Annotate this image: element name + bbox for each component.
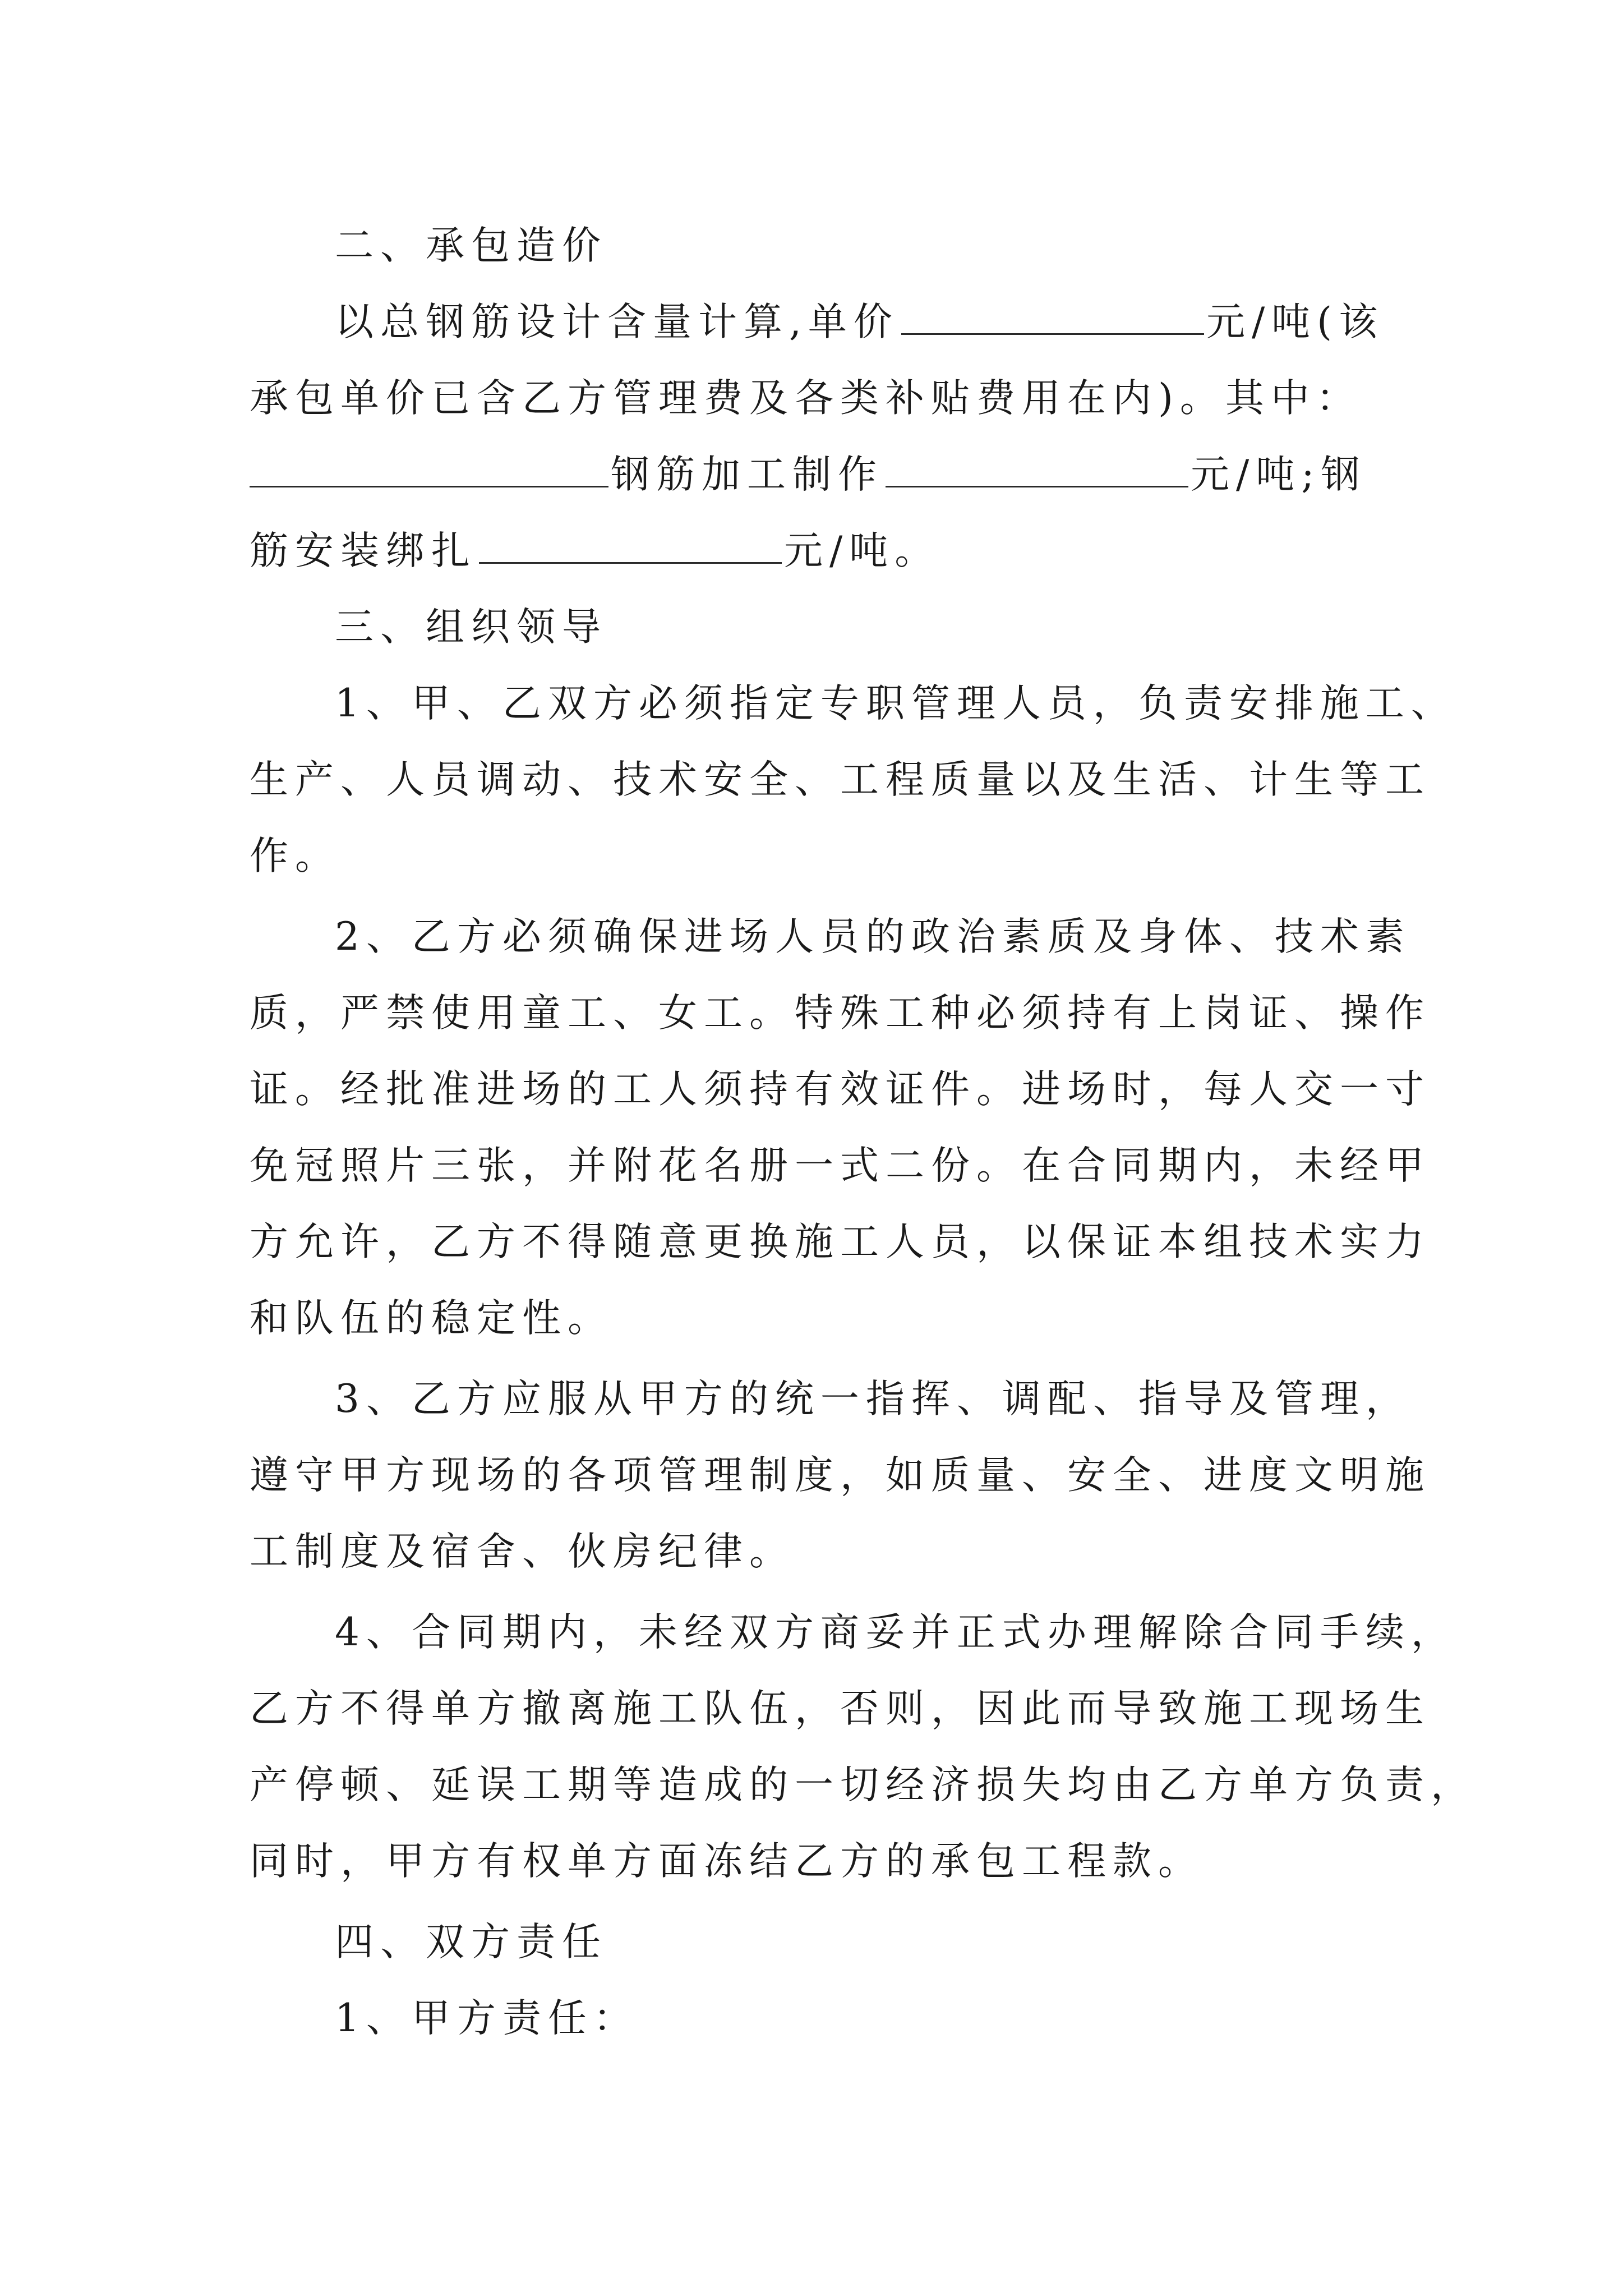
text-segment: 免冠照片三张，并附花名册一式二份。在合同期内，未经甲 bbox=[250, 1143, 1431, 1188]
blank-field[interactable] bbox=[250, 451, 608, 487]
text-segment: 遵守甲方现场的各项管理制度，如质量、安全、进度文明施 bbox=[250, 1453, 1431, 1498]
text-segment: 和队伍的稳定性。 bbox=[250, 1296, 613, 1341]
text-segment: 4、合同期内，未经双方商妥并正式办理解除合同手续， bbox=[335, 1610, 1456, 1655]
paragraph-4-line-4 bbox=[250, 1834, 1204, 1888]
price-line-3 bbox=[250, 448, 1367, 501]
paragraph-2-line-4 bbox=[250, 1139, 1431, 1193]
paragraph-2-line-2 bbox=[250, 986, 1431, 1040]
section-heading-contract-price bbox=[335, 219, 607, 273]
paragraph-2-line-3 bbox=[250, 1062, 1431, 1116]
price-line-4 bbox=[250, 524, 940, 578]
text-segment: 工制度及宿舍、伙房纪律。 bbox=[250, 1529, 795, 1574]
text-segment: 元/吨。 bbox=[784, 528, 940, 573]
unit-price-blank[interactable] bbox=[901, 298, 1204, 335]
text-segment: 乙方不得单方撤离施工队伍，否则，因此而导致施工现场生 bbox=[250, 1686, 1431, 1731]
paragraph-3-line-1 bbox=[335, 1372, 1411, 1426]
price-line-2 bbox=[250, 371, 1362, 425]
paragraph-2-line-5 bbox=[250, 1215, 1431, 1269]
text-segment: 质，严禁使用童工、女工。特殊工种必须持有上岗证、操作 bbox=[250, 991, 1431, 1036]
text-segment: 钢筋加工制作 bbox=[611, 452, 883, 497]
heading-text: 二、承包造价 bbox=[335, 223, 607, 268]
paragraph-3-line-3 bbox=[250, 1525, 795, 1579]
paragraph-1-line-3 bbox=[250, 829, 340, 883]
text-segment: 1、甲方责任： bbox=[335, 1996, 639, 2041]
heading-text: 三、组织领导 bbox=[335, 605, 607, 650]
text-segment: 生产、人员调动、技术安全、工程质量以及生活、计生等工 bbox=[250, 757, 1431, 802]
paragraph-2-line-6 bbox=[250, 1291, 613, 1345]
processing-price-blank[interactable] bbox=[886, 451, 1188, 487]
heading-text: 四、双方责任 bbox=[335, 1920, 607, 1964]
text-segment: 作。 bbox=[250, 834, 340, 878]
text-segment: 筋安装绑扎 bbox=[250, 528, 477, 573]
paragraph-2-line-1 bbox=[335, 910, 1411, 964]
text-segment: 以总钢筋设计含量计算,单价 bbox=[335, 300, 899, 344]
text-segment: 2、乙方必须确保进场人员的政治素质及身体、技术素 bbox=[335, 914, 1411, 959]
price-line-1 bbox=[335, 295, 1384, 349]
text-segment: 3、乙方应服从甲方的统一指挥、调配、指导及管理， bbox=[335, 1377, 1411, 1421]
text-segment: 产停顿、延误工期等造成的一切经济损失均由乙方单方负责， bbox=[250, 1763, 1476, 1807]
text-segment: 1、甲、乙双方必须指定专职管理人员，负责安排施工、 bbox=[335, 681, 1456, 726]
text-segment: 同时，甲方有权单方面冻结乙方的承包工程款。 bbox=[250, 1839, 1204, 1884]
paragraph-3-line-2 bbox=[250, 1448, 1431, 1502]
paragraph-4-line-1 bbox=[335, 1605, 1456, 1659]
section-heading-responsibilities bbox=[335, 1915, 607, 1969]
text-segment: 方允许，乙方不得随意更换施工人员，以保证本组技术实力 bbox=[250, 1220, 1431, 1264]
subsection-party-a-responsibility bbox=[335, 1991, 639, 2045]
installation-price-blank[interactable] bbox=[479, 527, 782, 564]
text-segment: 元/吨;钢 bbox=[1191, 452, 1367, 497]
paragraph-4-line-3 bbox=[250, 1758, 1476, 1812]
text-segment: 证。经批准进场的工人须持有效证件。进场时，每人交一寸 bbox=[250, 1067, 1431, 1112]
paragraph-1-line-1 bbox=[335, 677, 1456, 730]
paragraph-1-line-2 bbox=[250, 753, 1431, 807]
section-heading-organization bbox=[335, 600, 607, 654]
paragraph-4-line-2 bbox=[250, 1682, 1431, 1736]
text-segment: 元/吨(该 bbox=[1206, 300, 1385, 344]
text-segment: 承包单价已含乙方管理费及各类补贴费用在内)。其中： bbox=[250, 376, 1362, 421]
